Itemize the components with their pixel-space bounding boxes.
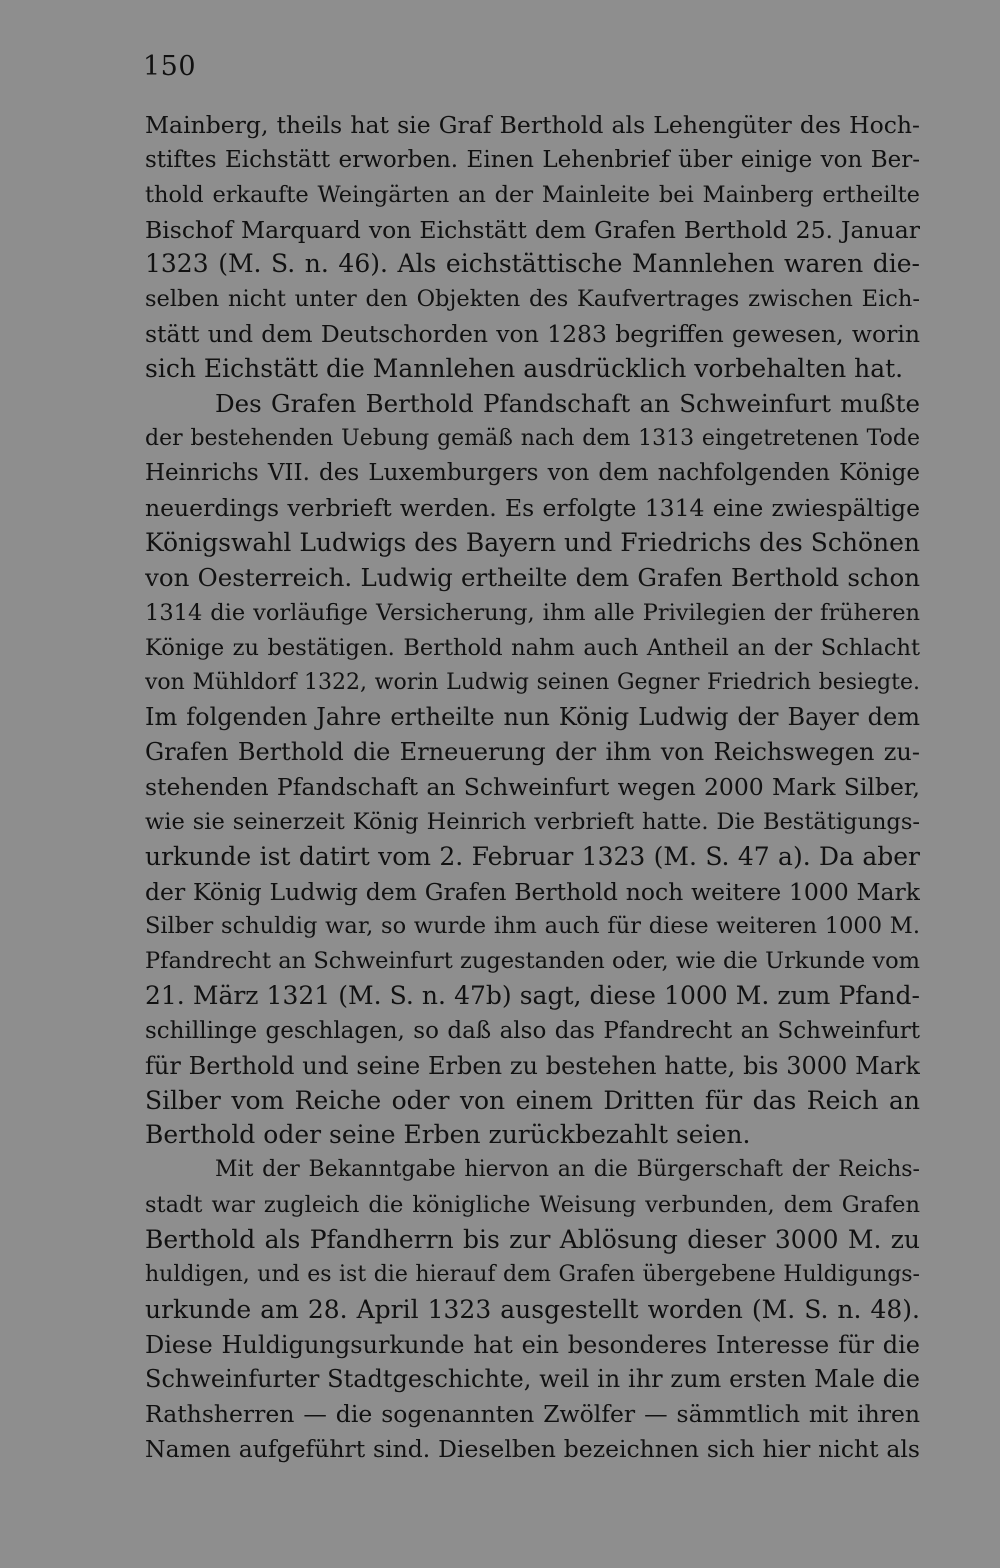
text-line: stadt war zugleich die königliche Weisung verbunden, dem Grafen — [145, 1192, 920, 1219]
text-line: urkunde ist datirt vom 2. Februar 1323 (M. S. 47 a). Da aber — [145, 841, 920, 871]
text-line: Grafen Berthold die Erneuerung der ihm von Reichswegen zu- — [145, 738, 920, 767]
text-line: stiftes Eichstätt erworben. Einen Lehenbrief über einige von Ber- — [145, 146, 920, 173]
text-line: schillinge geschlagen, so daß also das Pfandrecht an Schweinfurt — [145, 1017, 920, 1044]
text-line: 1314 die vorläufige Versicherung, ihm alle Privilegien der früheren — [145, 599, 920, 626]
text-line: von Oesterreich. Ludwig ertheilte dem Grafen Berthold schon — [145, 562, 920, 592]
text-line: huldigen, und es ist die hierauf dem Grafen übergebene Huldigungs- — [145, 1261, 920, 1287]
text-line: Namen aufgeführt sind. Dieselben bezeichnen sich hier nicht als — [145, 1435, 920, 1464]
text-line: Berthold oder seine Erben zurückbezahlt seien. — [145, 1120, 751, 1150]
text-line: Bischof Marquard von Eichstätt dem Grafen Berthold 25. Januar — [145, 215, 920, 244]
text-line: Des Grafen Berthold Pfandschaft an Schweinfurt mußte — [215, 388, 920, 418]
text-line: Königswahl Ludwigs des Bayern und Friedrichs des Schönen — [145, 528, 920, 558]
text-line: Heinrichs VII. des Luxemburgers von dem nachfolgenden Könige — [145, 460, 920, 487]
text-line: Berthold als Pfandherrn bis zur Ablösung dieser 3000 M. zu — [145, 1225, 920, 1254]
text-line: sich Eichstätt die Mannlehen ausdrücklich vorbehalten hat. — [145, 353, 904, 383]
text-line: neuerdings verbrieft werden. Es erfolgte 1314 eine zwiespältige — [145, 494, 920, 523]
text-line: der bestehenden Uebung gemäß nach dem 1313 eingetretenen Tode — [145, 425, 920, 451]
text-line: selben nicht unter den Objekten des Kaufvertrages zwischen Eich- — [145, 286, 920, 313]
body-text — [145, 108, 920, 1467]
text-line: Mainberg, theils hat sie Graf Berthold als Lehengüter des Hoch- — [145, 111, 920, 139]
text-line: Silber vom Reiche oder von einem Dritten für das Reich an — [145, 1085, 920, 1115]
text-line: der König Ludwig dem Grafen Berthold noch weitere 1000 Mark — [145, 877, 920, 906]
text-line: Pfandrecht an Schweinfurt zugestanden oder, wie die Urkunde vom — [145, 948, 920, 975]
text-line: stätt und dem Deutschorden von 1283 begriffen gewesen, worin — [145, 320, 920, 349]
text-line: urkunde am 28. April 1323 ausgestellt worden (M. S. n. 48). — [145, 1294, 920, 1324]
text-line: Mit der Bekanntgabe hiervon an die Bürgerschaft der Reichs- — [215, 1157, 920, 1183]
text-line: thold erkaufte Weingärten an der Mainleite bei Mainberg ertheilte — [145, 181, 920, 208]
text-line: Schweinfurter Stadtgeschichte, weil in ihr zum ersten Male die — [145, 1365, 920, 1394]
text-line: von Mühldorf 1322, worin Ludwig seinen Gegner Friedrich besiegte. — [145, 669, 920, 695]
text-line: Könige zu bestätigen. Berthold nahm auch Antheil an der Schlacht — [145, 634, 920, 661]
text-line: Diese Huldigungsurkunde hat ein besonderes Interesse für die — [145, 1330, 920, 1359]
text-line: Im folgenden Jahre ertheilte nun König Ludwig der Bayer dem — [145, 703, 920, 732]
text-line: Silber schuldig war, so wurde ihm auch für diese weiteren 1000 M. — [145, 913, 920, 940]
page-number: 150 — [143, 51, 197, 82]
text-line: Rathsherren — die sogenannten Zwölfer — sämmtlich mit ihren — [145, 1400, 920, 1429]
text-line: wie sie seinerzeit König Heinrich verbrieft hatte. Die Bestätigungs- — [145, 808, 920, 835]
text-line: 1323 (M. S. n. 46). Als eichstättische Mannlehen waren die- — [145, 249, 920, 279]
text-line: stehenden Pfandschaft an Schweinfurt wegen 2000 Mark Silber, — [145, 773, 920, 802]
text-line: für Berthold und seine Erben zu bestehen hatte, bis 3000 Mark — [145, 1051, 920, 1080]
text-line: 21. März 1321 (M. S. n. 47b) sagt, diese 1000 M. zum Pfand- — [145, 981, 920, 1011]
